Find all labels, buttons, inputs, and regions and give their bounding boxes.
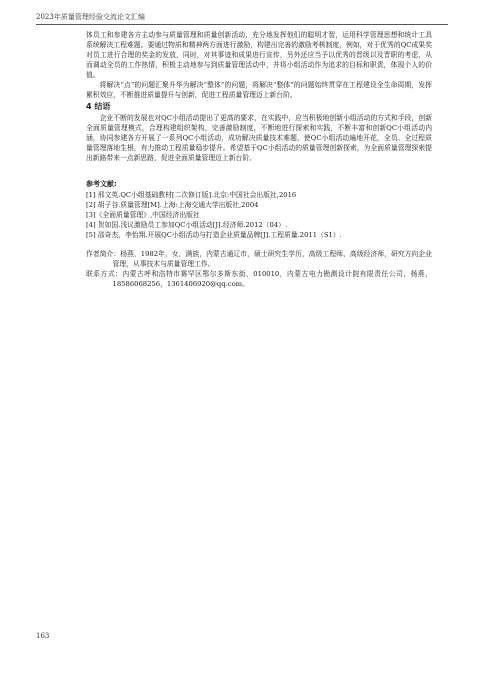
page-number: 163 [36, 632, 50, 640]
conclusion-paragraph: 企业不断的发展也对QC小组活动提出了更高的要求，在实践中，应当积极地创新小组活动的方式和手段，创新全面质量管理模式，合理构建组织架构，完善激励制度，不断地进行探索和实践，不断丰富和创新QC小组活动内涵，协同参建各方开展了一系列QC小组活动，成功解决质量技术难题，使QC小组活动遍地开花，全员、全过程质量管理落地生根，有力推动工程质量稳步提升。希望基于QC小组活动的质量管理创新探索，为全面质量管理探索提出新路带来一点新思路，促进全面质量管理迈上新台阶。 [86, 114, 432, 162]
section-heading [86, 101, 432, 112]
reference-item: [1] 邢文英.QC小组基础教材[二次修订版].北京:中国社会出版社,2016 [86, 191, 297, 199]
author-bio: 作者简介：杨燕，1982年，女，满族，内蒙古通辽市，硕士研究生学历，高级工程师、高级经济师，研究方向企业管理，从事技术与质量管理工作。 [86, 250, 432, 268]
article-body [86, 30, 432, 289]
references-heading: 参考文献: [86, 180, 117, 188]
reference-item: [3]《全面质量管理》,中国经济出版社 [86, 211, 200, 219]
body-paragraph: 体员工和参建各方主动参与质量管理和质量创新活动，充分地发挥他们的聪明才智，运用科学管理思想和统计工具系统解决工程难题。要通过物质和精神两方面进行激励，构建出完善的激励考核制度，例如，对于优秀的QC成果奖对员工进行合理的奖金的发放，同时，对其事迹和成果进行宣传，另外还应当予以优秀的晋级以及晋职的考虑，从而调动全员的工作热情，积极主动地参与到质量管理活动中，并将小组活动作为追求的目标和职责，体现个人的价值。 [86, 31, 432, 79]
body-paragraph: 将解决“点”的问题汇聚升华为解决“整体”的问题，将解决“整体”的问题始终贯穿在工程建设全生命周期，发挥累积效应，不断推进质量提升与创新，促进工程质量管理迈上新台阶。 [86, 81, 432, 99]
reference-item: [5] 邵奇杰，李怡翔.开展QC小组活动与打造企业质量品牌[J].工程质量.2011（S1）. [86, 231, 342, 239]
section-number: 4 [86, 102, 92, 111]
running-header: 2023年质量管理经验交流论文汇编 [36, 12, 448, 25]
section-title: 结语 [94, 102, 111, 111]
reference-item: [2] 胡子谷.质量管理[M].上海:上海交通大学出版社,2004 [86, 201, 259, 209]
reference-item: [4] 贺如国.浅议激励员工参加QC小组活动[J].经济师.2012（04）. [86, 221, 288, 229]
author-contact: 联系方式：内蒙古呼和浩特市赛罕区鄂尔多斯东街，010010，内蒙古电力勘测设计院有限责任公司，杨燕，18586068256，1361406920@qq.com。 [86, 270, 432, 288]
author-info [86, 249, 432, 289]
